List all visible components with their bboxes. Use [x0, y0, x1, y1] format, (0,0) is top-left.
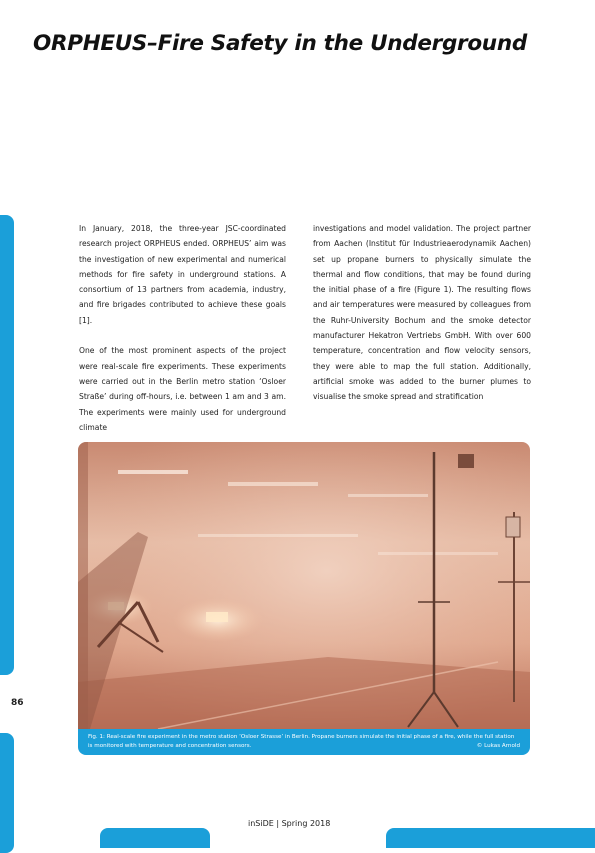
footer-accent-left: [100, 828, 210, 848]
paragraph: investigations and model validation. The project partner from Aachen (Institut für Industrieaerodynamik Aachen) set up propane burners to physically simulate the thermal and flow conditions, that may be found during the initial phase of a fire (Figure 1). The resulting flows and air temperatures were measured by colleagues from the Ruhr-University Bochum and the smoke detector manufacturer Hekatron Vertriebs GmbH. With over 600 temperature, concentration and flow velocity sensors, they were able to map the full station. Additionally, artificial smoke was added to the burner plumes to visualise the smoke spread and stratification: [313, 224, 531, 402]
fire-experiment-photo: [78, 442, 530, 729]
page-title: ORPHEUS–Fire Safety in the Underground: [33, 31, 527, 56]
paragraph: In January, 2018, the three-year JSC-coordinated research project ORPHEUS ended. ORPHEUS’ aim was the investigation of new experimental and numerical methods for fire safety in underground stations. A consortium of 13 partners from academia, industry, and fire brigades contributed to achieve these goals [1].: [79, 224, 286, 325]
figure-caption: [78, 729, 530, 755]
text-column-right: [313, 221, 531, 405]
figure: [78, 442, 530, 755]
footer-accent-right: [386, 828, 595, 848]
paragraph: One of the most prominent aspects of the project were real-scale fire experiments. These experiments were carried out in the Berlin metro station ‘Osloer Straße’ during off-hours, i.e. between 1 am and 3 am. The experiments were mainly used for underground climate: [79, 346, 286, 432]
page-number: 86: [11, 698, 24, 708]
text-column-left: [79, 221, 286, 435]
caption-text: Fig. 1: Real-scale fire experiment in the metro station ‘Osloer Strasse’ in Berlin. Propane burners simulate the initial phase of a fire, while the full station is monitored with temperature and concentration sensors.: [88, 734, 515, 749]
photo-credit: © Lukas Arnold: [476, 743, 520, 749]
side-tab-accent: [0, 215, 14, 675]
footer-publication: inSiDE | Spring 2018: [248, 819, 331, 828]
side-tab-accent-lower: [0, 733, 14, 853]
